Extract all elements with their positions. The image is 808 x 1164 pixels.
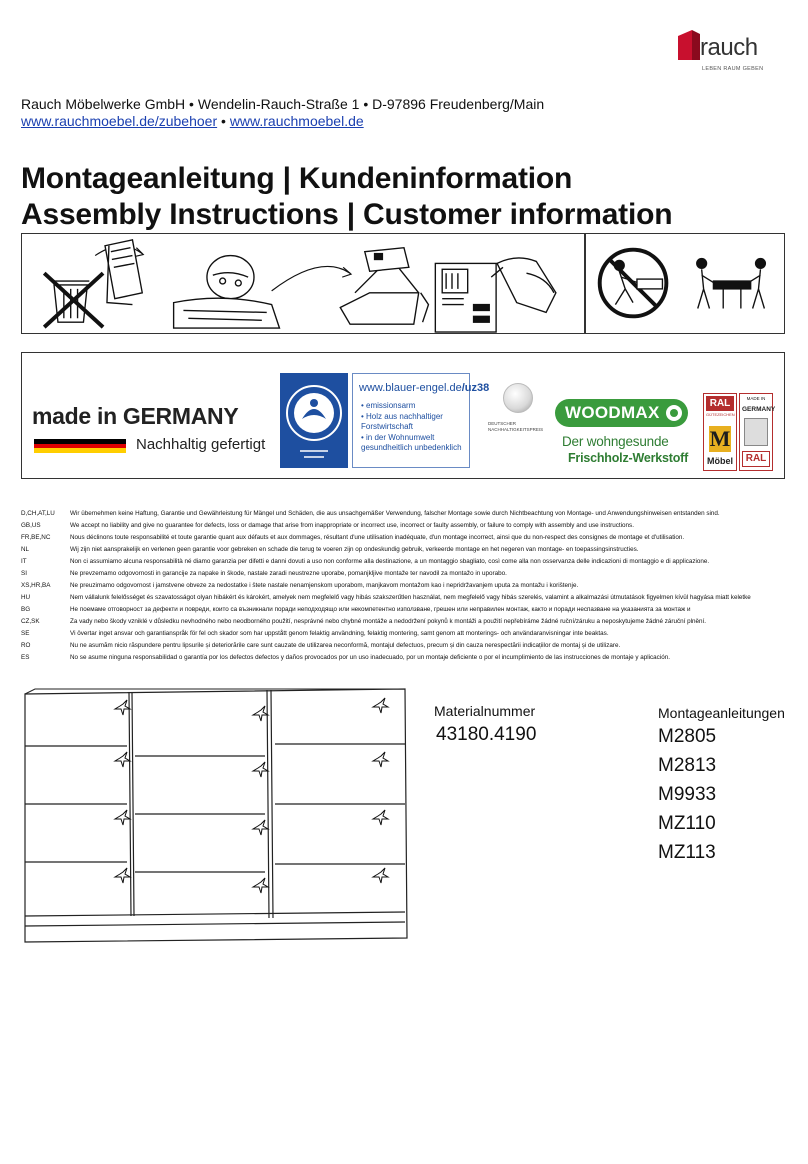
- liability-country-codes: D,CH,AT,LU: [21, 510, 55, 517]
- reading-person-icon: [174, 256, 351, 329]
- liability-country-codes: SI: [21, 570, 27, 577]
- liability-row: [21, 520, 785, 532]
- moebel-label: Möbel: [707, 456, 733, 466]
- made-in-germany-small: GERMANY: [742, 406, 776, 413]
- liability-row: [21, 640, 785, 652]
- liability-row: [21, 556, 785, 568]
- logo-tagline: LEBEN RAUM GEBEN: [702, 66, 764, 72]
- award-globe-icon: [503, 383, 533, 413]
- liability-row: [21, 628, 785, 640]
- liability-row: [21, 604, 785, 616]
- material-number-value: 43180.4190: [436, 724, 537, 745]
- ral-moebel-seal: [703, 393, 737, 471]
- instruction-sheet-icon: [435, 263, 496, 332]
- company-links: [21, 113, 364, 129]
- woodmax-label: WOODMAX: [565, 403, 660, 422]
- liability-row: [21, 580, 785, 592]
- liability-country-codes: NL: [21, 546, 30, 553]
- liability-country-codes: BG: [21, 606, 31, 613]
- logo-wordmark: rauch: [700, 34, 758, 61]
- blue-angel-point: • in der Wohnumwelt gesundheitlich unbedenklich: [361, 433, 469, 454]
- woodmax-badge: [555, 399, 688, 427]
- liability-text: Wir übernehmen keine Haftung, Garantie und Gewährleistung für Mängel und Schäden, die aus unsachgemäßer Verwendung, falscher Montage sowie durch Nichtbeachtung von Montage- und Anwendungshinweisen entstanden sind.: [70, 510, 720, 517]
- liability-country-codes: RO: [21, 642, 31, 649]
- blue-angel-seal-icon: [280, 373, 348, 468]
- hand-pointing-icon: [491, 258, 556, 312]
- title-german: Montageanleitung | Kundeninformation: [21, 162, 573, 195]
- accessories-link[interactable]: www.rauchmoebel.de/zubehoer: [21, 113, 218, 129]
- rauch-logo-mark-icon: [678, 30, 700, 60]
- rauch-logo: [678, 30, 788, 78]
- liability-row: [21, 532, 785, 544]
- liability-text: Nous déclinons toute responsabilité et toute garantie quant aux défauts et aux dommages, résultant d'une utilisation inadéquate, d'un montage incorrect, ainsi que du non-respect des consignes de montage et d'utilisation.: [70, 534, 685, 541]
- liability-country-codes: HU: [21, 594, 31, 601]
- made-in-germany-ral-seal: [739, 393, 776, 471]
- liability-row: [21, 616, 785, 628]
- parts-folder-icon: [340, 248, 428, 324]
- liability-country-codes: XS,HR,BA: [21, 582, 51, 589]
- instruction-pictograms: [21, 233, 586, 334]
- woodmax-subtitle-bold: Frischholz-Werkstoff: [568, 451, 689, 465]
- liability-country-codes: GB,US: [21, 522, 41, 529]
- liability-text: Za vady nebo škody vzniklé v důsledku nevhodného nebo neodborného použití, nesprávné nebo chybné montáže a nedodržení pokynů k montáži a použití nepřebíráme žádné ruční/záruku a neposkytujeme žádné záruční plnění.: [70, 618, 707, 625]
- liability-country-codes: FR,BE,NC: [21, 534, 51, 541]
- company-address: Rauch Möbelwerke GmbH • Wendelin-Rauch-Straße 1 • D-97896 Freudenberg/Main: [21, 96, 545, 112]
- moebel-m-icon: M: [709, 426, 731, 451]
- blue-angel-info-box: [352, 373, 490, 468]
- liability-row: [21, 508, 785, 520]
- assembly-manuals-list: [658, 724, 716, 869]
- german-flag-icon: [34, 439, 126, 453]
- liability-country-codes: IT: [21, 558, 27, 565]
- liability-text: Nem vállalunk felelősséget és szavatosságot olyan hibákért és károkért, amelyek nem megfelelő vagy hibás szakszerűtlen használat, nem megfelelő vagy hibás szerelés, valamint a alkalmazási útmutatások figyelmen kívül hagyása miatt keletke: [70, 594, 751, 601]
- material-number-label: Materialnummer: [434, 703, 536, 719]
- blue-angel-point: • emissionsarm: [361, 401, 469, 412]
- ral-guetezeichen: GÜTEZEICHEN: [706, 412, 735, 417]
- liability-country-codes: CZ,SK: [21, 618, 40, 625]
- ral-label: RAL: [706, 396, 734, 411]
- liability-row: [21, 652, 785, 664]
- title-english: Assembly Instructions | Customer information: [21, 198, 673, 231]
- ral-bottom-label: RAL: [742, 451, 770, 467]
- two-person-lifting-icon: [697, 259, 766, 309]
- liability-row: [21, 568, 785, 580]
- liability-text: Wij zijn niet aansprakelijk en verlenen geen garantie voor gebreken en schade die terug te voeren zijn op ondeskundig gebruik, verkeerde montage en het negeren van montage- en toepassingsinstructies.: [70, 546, 639, 553]
- assembly-manual-item: MZ113: [658, 842, 716, 863]
- award-label: DEUTSCHER NACHHALTIGKEITSPREIS: [488, 421, 544, 432]
- assembly-manual-item: M2813: [658, 755, 717, 776]
- seal-emblem-icon: [744, 418, 768, 446]
- wardrobe-drawing: [21, 686, 411, 946]
- liability-text: No se asume ninguna responsabilidad o garantía por los defectos defectos y daños provocados por un uso inadecuado, por un montaje deficiente o por el incumplimiento de las instrucciones de montaje y aplicación.: [70, 654, 670, 661]
- assembly-manual-item: M9933: [658, 784, 717, 805]
- lifting-warning-pictograms: [584, 233, 785, 334]
- liability-row: [21, 592, 785, 604]
- certification-strip: [21, 352, 785, 479]
- liability-text: Vi övertar inget ansvar och garantianspråk för fel och skador som har uppstått genom felaktig användning, felaktig montering, samt genom att monterings- och användaranvisningar inte beaktas.: [70, 630, 609, 637]
- liability-country-codes: SE: [21, 630, 30, 637]
- liability-row: [21, 544, 785, 556]
- sustainably-made-label: Nachhaltig gefertigt: [136, 436, 266, 453]
- made-in-small: MADE IN: [746, 396, 766, 401]
- woodmax-gear-icon: [664, 403, 684, 423]
- assembly-manuals-label: Montageanleitungen: [658, 705, 785, 721]
- liability-text: We accept no liability and give no guarantee for defects, loss or damage that arise from inappropriate or incorrect use, incorrect or faulty assembly, or failure to comply with assembly and use instructions.: [70, 522, 634, 529]
- blue-angel-url: www.blauer-engel.de/uz38: [359, 382, 490, 394]
- liability-disclaimer-list: [21, 508, 785, 664]
- sustainability-award-badge: [484, 375, 554, 467]
- assembly-manual-item: M2805: [658, 726, 717, 747]
- liability-text: Nu ne asumăm nicio răspundere pentru lipsurile și deteriorările care sunt cauzate de utilizarea neconformă, montajul defectuos, precum și din cauza nerespectării indicațiilor de montaj și de utilizare.: [70, 642, 621, 649]
- blue-angel-point: • Holz aus nachhaltiger Forstwirtschaft: [361, 412, 469, 433]
- liability-text: Ne prevzemamo odgovornosti in garancije za napake in škode, nastale zaradi neustrezne uporabe, pomanjkljive montaže ter navodil za montažo in uporabo.: [70, 570, 507, 577]
- liability-text: Ne preuzimamo odgovornost i jamstvene obveze za nedostatke i štete nastale nenamjenskom uporabom, manjkavom montažom kao i nepridržavanjem uputa za montažu i korištenje.: [70, 582, 579, 589]
- made-in-germany-label: made in GERMANY: [32, 403, 239, 429]
- homepage-link[interactable]: www.rauchmoebel.de: [229, 113, 364, 129]
- liability-text: Не поемаме отговорност за дефекти и повреди, които са възникнали поради неподходящо или некомпетентно използване, грешен или неправилен монтаж, както и поради неспазване на указанията за монтаж и: [70, 606, 691, 613]
- assembly-manual-item: MZ110: [658, 813, 716, 834]
- liability-country-codes: ES: [21, 654, 30, 661]
- link-separator: •: [217, 113, 230, 129]
- liability-text: Non ci assumiamo alcuna responsabilità né diamo garanzia per difetti e danni dovuti a uso non conforme alla destinazione, a un montaggio sbagliato, così come alla non osservanza delle indicazioni di montaggio e di applicazione.: [70, 558, 710, 565]
- no-solo-lifting-icon: [600, 250, 667, 317]
- blue-angel-points: [361, 401, 469, 454]
- woodmax-subtitle: Der wohngesunde: [562, 434, 669, 449]
